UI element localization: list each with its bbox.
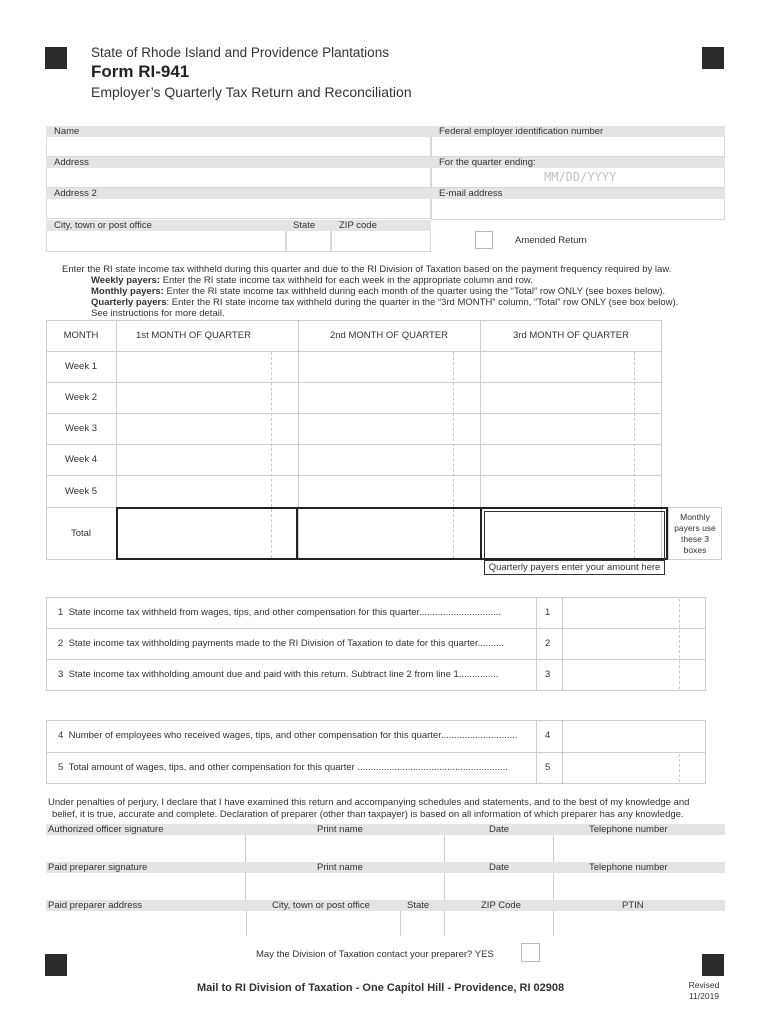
line-1-box-num: 1 <box>545 607 551 618</box>
declaration-line2: belief, it is true, accurate and complete. Declaration of preparer (other than taxpayer) is based on all information of which preparer has any knowledge. <box>52 809 684 820</box>
city-label: City, town or post office <box>54 220 152 231</box>
month2-week-inputs[interactable] <box>299 352 479 507</box>
line-2-desc: State income tax withholding payments made to the RI Division of Taxation to date for this quarter.......... <box>68 638 505 649</box>
zip-label: ZIP code <box>339 220 377 231</box>
cents-divider <box>634 513 635 558</box>
quarter-placeholder: MM/DD/YYYY <box>544 170 617 184</box>
mail-address: Mail to RI Division of Taxation - One Capitol Hill - Providence, RI 02908 <box>197 982 565 994</box>
month1-week-inputs[interactable] <box>117 352 297 507</box>
fein-label: Federal employer identification number <box>439 126 604 137</box>
line-4-text <box>58 730 517 741</box>
registration-mark-bottom-left <box>45 954 67 976</box>
name-input[interactable] <box>46 137 431 157</box>
week-5-label: Week 5 <box>64 485 98 497</box>
address2-band <box>46 188 725 199</box>
week-4-label: Week 4 <box>64 454 98 465</box>
prep-sig-label: Paid preparer signature <box>48 862 148 873</box>
weekly-text: Enter the RI state income tax withheld for each week in the appropriate column and row. <box>160 275 533 286</box>
email-label: E-mail address <box>439 188 503 199</box>
city-input[interactable] <box>46 231 286 252</box>
amended-checkbox[interactable] <box>475 231 493 249</box>
date-input[interactable] <box>445 835 553 862</box>
registration-mark-bottom-right <box>702 954 724 976</box>
quarterly-text: : Enter the RI state income tax withheld during the quarter in the “3rd MONTH” column, “Total” row ONLY (see box below). <box>166 297 679 308</box>
monthly-note: Monthly payers use these 3 boxes <box>668 507 722 560</box>
line-divider <box>536 597 537 691</box>
monthly-text: Enter the RI state income tax withheld during each month of the quarter using the “Total” row ONLY (see boxes below). <box>163 286 666 297</box>
week-2-label: Week 2 <box>64 392 98 403</box>
month3-week-inputs[interactable] <box>481 352 661 507</box>
cents-divider <box>271 509 272 558</box>
see-instructions: See instructions for more detail. <box>91 308 225 319</box>
auth-sig-input[interactable] <box>46 835 245 862</box>
monthly-bold: Monthly payers: <box>91 286 164 297</box>
prep-print-name-label: Print name <box>317 862 363 873</box>
prep-addr-label: Paid preparer address <box>48 900 142 911</box>
line-5-input[interactable] <box>563 753 705 783</box>
quarterly-bold: Quarterly payers <box>91 297 167 308</box>
quarter-label: For the quarter ending: <box>439 157 536 168</box>
ptin-label: PTIN <box>622 900 644 911</box>
col-month2-header: 2nd MONTH OF QUARTER <box>329 329 449 341</box>
amended-label: Amended Return <box>515 235 587 246</box>
fein-input[interactable] <box>431 137 725 157</box>
line-1-text <box>58 607 501 618</box>
prep-city-input[interactable] <box>247 911 400 936</box>
line-3-num: 3 <box>58 669 64 680</box>
line-5-num: 5 <box>58 762 64 773</box>
name-label: Name <box>54 126 80 137</box>
weekly-instruction <box>62 275 732 286</box>
week-1-label: Week 1 <box>64 361 98 372</box>
date-label: Date <box>489 824 510 835</box>
line-3-input[interactable] <box>563 660 705 690</box>
line-1-desc: State income tax withheld from wages, tips, and other compensation for this quarter............................... <box>68 607 502 618</box>
phone-label: Telephone number <box>589 824 668 835</box>
prep-city-label: City, town or post office <box>272 900 370 911</box>
prep-date-label: Date <box>489 862 510 873</box>
contact-yes-checkbox[interactable] <box>521 943 540 962</box>
state-heading: State of Rhode Island and Providence Plantations <box>91 45 389 60</box>
col-month3-header: 3rd MONTH OF QUARTER <box>513 329 629 341</box>
prep-phone-label: Telephone number <box>589 862 668 873</box>
line-1-input[interactable] <box>563 598 705 628</box>
auth-sig-label: Authorized officer signature <box>48 824 164 835</box>
weekly-bold: Weekly payers: <box>91 275 161 286</box>
revision-note <box>686 980 722 1002</box>
registration-mark-top-left <box>45 47 67 69</box>
total-month2-input[interactable] <box>296 507 482 560</box>
line-5-box-num: 5 <box>545 762 551 773</box>
name-band <box>46 126 725 137</box>
line-5-desc: Total amount of wages, tips, and other compensation for this quarter ......................................................... <box>68 762 508 773</box>
contact-question: May the Division of Taxation contact your preparer? YES <box>256 949 494 960</box>
prep-zip-label: ZIP Code <box>481 900 521 911</box>
col-month-header: MONTH <box>63 329 99 341</box>
line-3-box-num: 3 <box>545 669 551 680</box>
line-2-box-num: 2 <box>545 638 551 649</box>
line-1-num: 1 <box>58 607 64 618</box>
address2-label: Address 2 <box>54 188 97 199</box>
prep-sig-input[interactable] <box>46 873 245 900</box>
line-3-desc: State income tax withholding amount due and paid with this return. Subtract line 2 from line 1............... <box>68 669 499 680</box>
week-3-label: Week 3 <box>64 423 98 434</box>
prep-state-label: State <box>407 900 430 911</box>
form-subtitle: Employer’s Quarterly Tax Return and Reconciliation <box>91 84 412 100</box>
zip-input[interactable] <box>331 231 431 252</box>
address-band <box>46 157 725 168</box>
print-name-input[interactable] <box>246 835 444 862</box>
declaration-line1: Under penalties of perjury, I declare that I have examined this return and accompanying schedules and statements, and to the best of my knowledge and <box>48 797 690 808</box>
monthly-instruction <box>62 286 732 297</box>
revised-date: 11/2019 <box>688 991 720 1001</box>
print-name-label: Print name <box>317 824 363 835</box>
line-divider <box>536 720 537 784</box>
line-2-input[interactable] <box>563 629 705 659</box>
instructions-line1: Enter the RI state income tax withheld during this quarter and due to the RI Division of Taxation based on the payment frequency required by law. <box>62 264 672 275</box>
ptin-input[interactable] <box>554 911 725 936</box>
prep-zip-input[interactable] <box>445 911 553 936</box>
address2-input[interactable] <box>46 199 431 219</box>
declaration <box>48 797 689 821</box>
prep-phone-input[interactable] <box>554 873 725 900</box>
prep-print-name-input[interactable] <box>246 873 444 900</box>
line-4-num: 4 <box>58 730 64 741</box>
total-label: Total <box>70 528 92 539</box>
state-input[interactable] <box>286 231 331 252</box>
registration-mark-top-right <box>702 47 724 69</box>
prep-state-input[interactable] <box>401 911 444 936</box>
quarterly-instruction <box>62 297 732 308</box>
phone-input[interactable] <box>554 835 725 862</box>
state-label: State <box>293 220 316 231</box>
line-5-text <box>58 762 508 773</box>
form-title: Form RI-941 <box>91 62 190 81</box>
address-label: Address <box>54 157 89 168</box>
address-input[interactable] <box>46 168 431 188</box>
line-4-box-num: 4 <box>545 730 551 741</box>
line-2-text <box>58 638 504 649</box>
line-4-desc: Number of employees who received wages, tips, and other compensation for this quarter............................. <box>68 730 518 741</box>
quarterly-note: Quarterly payers enter your amount here <box>484 560 665 575</box>
line-4-input[interactable] <box>563 721 705 752</box>
revised-label: Revised <box>688 980 720 990</box>
line-2-num: 2 <box>58 638 64 649</box>
prep-address-input[interactable] <box>46 911 246 936</box>
email-input[interactable] <box>431 199 725 220</box>
col-month1-header: 1st MONTH OF QUARTER <box>136 329 251 341</box>
instructions <box>62 264 732 319</box>
line-3-text <box>58 669 498 680</box>
prep-date-input[interactable] <box>445 873 553 900</box>
cents-divider <box>453 509 454 558</box>
